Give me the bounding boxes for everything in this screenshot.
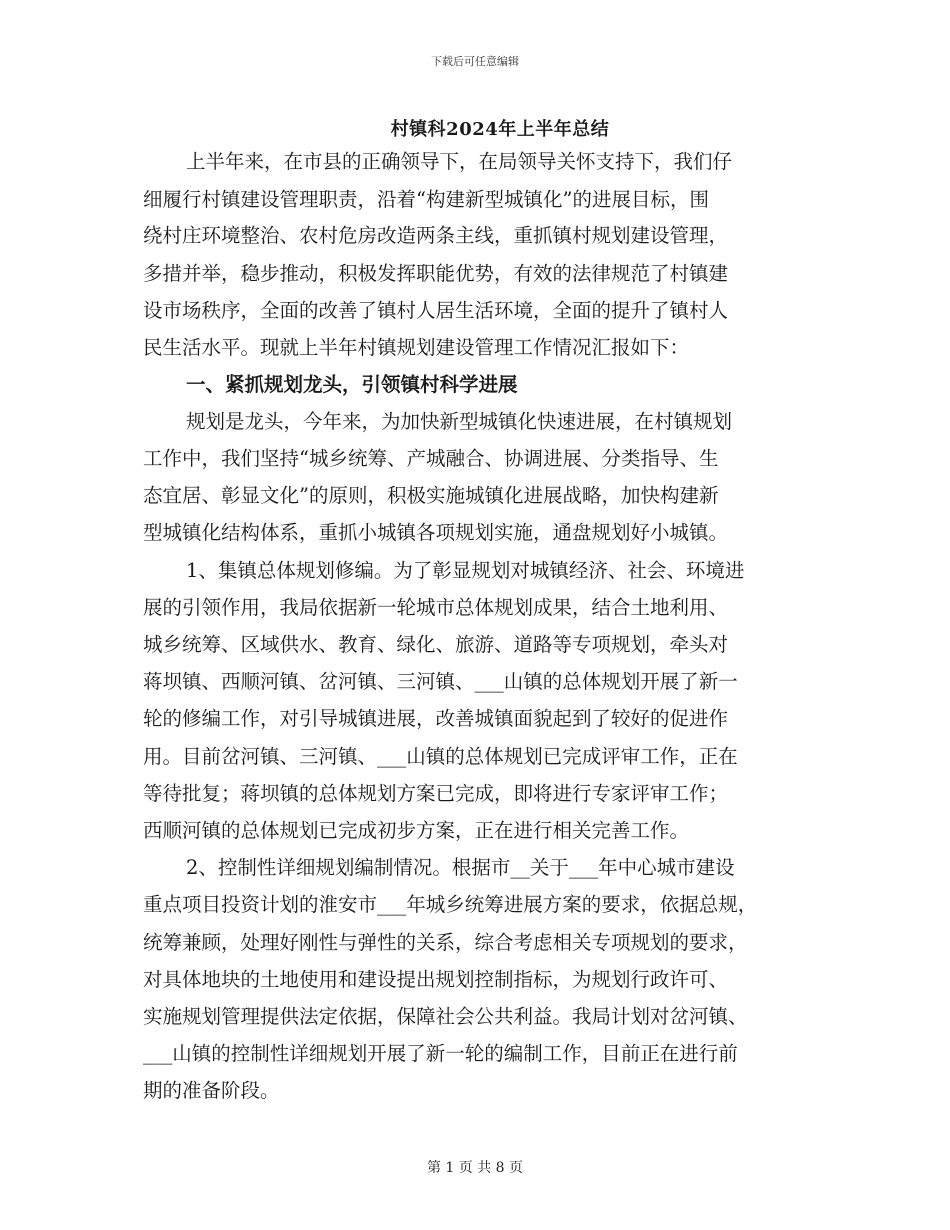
- body-line: 用。目前岔河镇、三河镇、___山镇的总体规划已完成评审工作，正在: [143, 745, 738, 768]
- body-line: 对具体地块的土地使用和建设提出规划控制指标，为规划行政许可、: [143, 968, 729, 991]
- body-line: 民生活水平。现就上半年村镇规划建设管理工作情况汇报如下：: [143, 336, 690, 359]
- body-line: ___山镇的控制性详细规划开展了新一轮的编制工作，目前正在进行前: [143, 1042, 738, 1065]
- body-line: 西顺河镇的总体规划已完成初步方案，正在进行相关完善工作。: [143, 819, 690, 842]
- body-line: 工作中，我们坚持“城乡统筹、产城融合、协调进展、分类指导、生: [143, 447, 719, 470]
- body-line: 等待批复；蒋坝镇的总体规划方案已完成，即将进行专家评审工作；: [143, 782, 729, 805]
- body-line: 实施规划管理提供法定依据，保障社会公共利益。我局计划对岔河镇、: [143, 1005, 748, 1028]
- document-title: 村镇科2024年上半年总结: [390, 119, 610, 140]
- body-line: 1、集镇总体规划修编。为了彰显规划对城镇经济、社会、环境进: [186, 559, 745, 582]
- body-line: 上半年来，在市县的正确领导下，在局领导关怀支持下，我们仔: [186, 150, 733, 173]
- body-line: 展的引领作用，我局依据新一轮城市总体规划成果，结合土地利用、: [143, 596, 729, 619]
- page-number: 第 1 页 共 8 页: [426, 1160, 524, 1176]
- body-line: 型城镇化结构体系，重抓小城镇各项规划实施，通盘规划好小城镇。: [143, 521, 729, 544]
- body-line: 细履行村镇建设管理职责，沿着“构建新型城镇化”的进展目标，围: [143, 188, 709, 211]
- section-heading: 一、紧抓规划龙头，引领镇村科学进展: [186, 373, 518, 396]
- body-line: 轮的修编工作，对引导城镇进展，改善城镇面貌起到了较好的促进作: [143, 707, 729, 730]
- body-line: 多措并举，稳步推动，积极发挥职能优势，有效的法律规范了村镇建: [143, 262, 729, 285]
- body-line: 蒋坝镇、西顺河镇、岔河镇、三河镇、___山镇的总体规划开展了新一: [143, 670, 738, 693]
- body-line: 绕村庄环境整治、农村危房改造两条主线，重抓镇村规划建设管理，: [143, 224, 729, 247]
- body-line: 设市场秩序，全面的改善了镇村人居生活环境，全面的提升了镇村人: [143, 299, 729, 322]
- page-header-note: 下载后可任意编辑: [431, 55, 519, 68]
- body-line: 2、控制性详细规划编制情况。根据市__关于___年中心城市建设: [186, 856, 735, 879]
- body-line: 态宜居、彰显文化”的原则，积极实施城镇化进展战略，加快构建新: [143, 484, 719, 507]
- body-line: 期的准备阶段。: [143, 1079, 280, 1102]
- body-line: 统筹兼顾，处理好刚性与弹性的关系，综合考虑相关专项规划的要求，: [143, 931, 748, 954]
- body-line: 规划是龙头，今年来，为加快新型城镇化快速进展，在村镇规划: [186, 410, 733, 433]
- body-line: 城乡统筹、区域供水、教育、绿化、旅游、道路等专项规划，牵头对: [143, 633, 729, 656]
- body-line: 重点项目投资计划的淮安市___年城乡统筹进展方案的要求，依据总规，: [143, 893, 758, 916]
